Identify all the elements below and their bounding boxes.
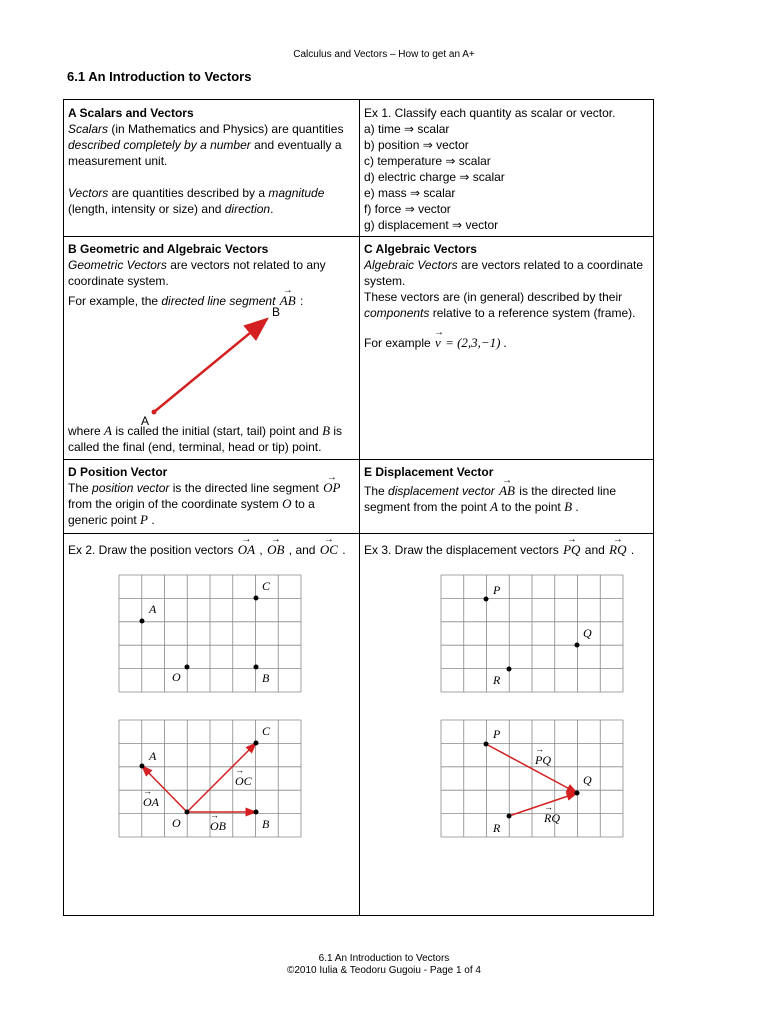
label-q: Q bbox=[583, 773, 592, 787]
vector-rq bbox=[509, 793, 577, 816]
label-b: B bbox=[262, 671, 270, 685]
point-p bbox=[484, 742, 489, 747]
label-vec-oa: OA bbox=[143, 795, 159, 809]
point-p bbox=[484, 597, 489, 602]
footer-copyright: ©2010 Iulia & Teodoru Gugoiu - Page 1 of 4 bbox=[287, 965, 481, 976]
ex2-grid-vectors bbox=[119, 720, 301, 837]
position-vector-definition: The position vector is the directed line segment → OP from the origin of the coordinate system O to a generic point P . bbox=[68, 480, 353, 528]
ex1-item bbox=[364, 121, 649, 137]
geometric-definition: Geometric Vectors are vectors not related to any coordinate system. bbox=[68, 258, 326, 288]
example-1 bbox=[364, 105, 649, 233]
algebraic-example: For example → v = (2,3,−1) . bbox=[364, 335, 649, 351]
svg-text:→: → bbox=[210, 810, 219, 820]
point-q bbox=[575, 643, 580, 648]
point-r bbox=[507, 667, 512, 672]
ex3-grid-vectors bbox=[441, 720, 623, 837]
label-vec-oc: OC bbox=[235, 774, 252, 788]
label-c: C bbox=[262, 724, 271, 738]
row-divider bbox=[64, 459, 653, 460]
ab-vector-arrow bbox=[154, 319, 267, 412]
label-p: P bbox=[493, 727, 501, 741]
point-c bbox=[254, 596, 259, 601]
components-text: These vectors are (in general) described by their components relative to a reference system (frame). bbox=[364, 290, 636, 320]
scalars-definition: Scalars (in Mathematics and Physics) are quantities described completely by a number and eventually a measurement unit. bbox=[68, 122, 344, 168]
vectors-definition: Vectors are quantities described by a magnitude (length, intensity or size) and direction. bbox=[68, 186, 325, 216]
example-3-prompt: Ex 3. Draw the displacement vectors → PQ and → RQ . bbox=[364, 542, 649, 558]
label-r: R bbox=[493, 821, 501, 835]
label-vec-rq: RQ bbox=[544, 811, 560, 825]
section-d bbox=[68, 464, 353, 528]
ex1-item-label: d) electric charge bbox=[364, 170, 460, 184]
point-b bbox=[254, 665, 259, 670]
ex1-item-label: b) position bbox=[364, 138, 423, 152]
point-o bbox=[185, 665, 190, 670]
ex1-item-answer: scalar bbox=[423, 186, 456, 200]
column-divider bbox=[359, 100, 360, 915]
svg-text:→: → bbox=[143, 786, 152, 796]
label-a: A bbox=[149, 602, 157, 616]
svg-text:→: → bbox=[544, 802, 553, 812]
geometric-example: For example, the directed line segment → AB : bbox=[68, 293, 353, 309]
section-b-heading: B Geometric and Algebraic Vectors bbox=[68, 242, 269, 256]
ex1-item bbox=[364, 137, 649, 153]
implies-icon: ⇒ bbox=[404, 122, 418, 136]
footer-title: 6.1 An Introduction to Vectors bbox=[318, 953, 450, 964]
point-o bbox=[185, 810, 190, 815]
implies-icon: ⇒ bbox=[452, 218, 466, 232]
example-2-prompt: Ex 2. Draw the position vectors → OA , → OB , and → OC . bbox=[68, 542, 358, 558]
section-c-heading: C Algebraic Vectors bbox=[364, 242, 477, 256]
ex1-item-label: g) displacement bbox=[364, 218, 453, 232]
label-b: B bbox=[262, 817, 270, 831]
implies-icon: ⇒ bbox=[422, 138, 437, 152]
ex1-item bbox=[364, 153, 649, 169]
label-c: C bbox=[262, 579, 271, 593]
point-a-dot bbox=[152, 410, 157, 415]
implies-icon: ⇒ bbox=[404, 202, 419, 216]
ex1-item bbox=[364, 185, 649, 201]
ex1-item-label: e) mass bbox=[364, 186, 411, 200]
section-d-heading: D Position Vector bbox=[68, 465, 168, 479]
label-a: A bbox=[149, 749, 157, 763]
label-o: O bbox=[172, 816, 181, 830]
ex1-item-answer: scalar bbox=[417, 122, 450, 136]
ex2-grid-points bbox=[119, 575, 301, 692]
label-vec-pq: PQ bbox=[535, 753, 551, 767]
section-b bbox=[68, 241, 353, 309]
ex1-item-answer: scalar bbox=[458, 154, 491, 168]
section-a bbox=[68, 105, 353, 217]
ab-vector-diagram bbox=[139, 305, 281, 428]
implies-icon: ⇒ bbox=[410, 186, 424, 200]
point-c bbox=[254, 741, 259, 746]
section-a-heading: A Scalars and Vectors bbox=[68, 106, 194, 120]
page-title: 6.1 An Introduction to Vectors bbox=[67, 69, 252, 84]
point-r bbox=[507, 814, 512, 819]
row-divider bbox=[64, 236, 653, 237]
algebraic-definition: Algebraic Vectors are vectors related to a coordinate system. bbox=[364, 258, 644, 288]
section-c bbox=[364, 241, 649, 351]
ex1-item-label: c) temperature bbox=[364, 154, 446, 168]
ex1-item bbox=[364, 201, 649, 217]
section-e bbox=[364, 464, 649, 515]
section-b-where bbox=[68, 423, 353, 455]
implies-icon: ⇒ bbox=[459, 170, 473, 184]
ex1-item-label: a) time bbox=[364, 122, 405, 136]
svg-text:→: → bbox=[535, 744, 544, 754]
point-a bbox=[140, 764, 145, 769]
displacement-vector-definition: The displacement vector → AB is the directed line segment from the point A to the point B . bbox=[364, 483, 649, 515]
ex1-item-answer: vector bbox=[465, 218, 499, 232]
ex1-list bbox=[364, 121, 649, 233]
ex1-item bbox=[364, 169, 649, 185]
ex1-item-answer: vector bbox=[418, 202, 451, 216]
label-q: Q bbox=[583, 626, 592, 640]
point-b-label: B bbox=[272, 305, 281, 319]
section-e-heading: E Displacement Vector bbox=[364, 465, 494, 479]
point-q bbox=[575, 791, 580, 796]
ex1-item-answer: scalar bbox=[472, 170, 505, 184]
label-o: O bbox=[172, 670, 181, 684]
svg-text:→: → bbox=[235, 765, 244, 775]
point-a bbox=[140, 619, 145, 624]
ex1-item-label: f) force bbox=[364, 202, 405, 216]
vector-pq bbox=[486, 744, 577, 793]
ex1-item bbox=[364, 217, 649, 233]
ex1-prompt: Ex 1. Classify each quantity as scalar or vector. bbox=[364, 106, 616, 120]
label-p: P bbox=[493, 583, 501, 597]
label-r: R bbox=[493, 673, 501, 687]
point-a-label: A bbox=[141, 414, 150, 428]
point-b bbox=[254, 810, 259, 815]
running-header: Calculus and Vectors – How to get an A+ bbox=[293, 49, 475, 60]
ex1-item-answer: vector bbox=[436, 138, 469, 152]
ex3-grid-points bbox=[441, 575, 623, 692]
label-vec-ob: OB bbox=[210, 819, 226, 833]
implies-icon: ⇒ bbox=[445, 154, 459, 168]
initial-final-text: where A is called the initial (start, tail) point and B is called the final (end, terminal, head or tip) point. bbox=[68, 423, 343, 454]
